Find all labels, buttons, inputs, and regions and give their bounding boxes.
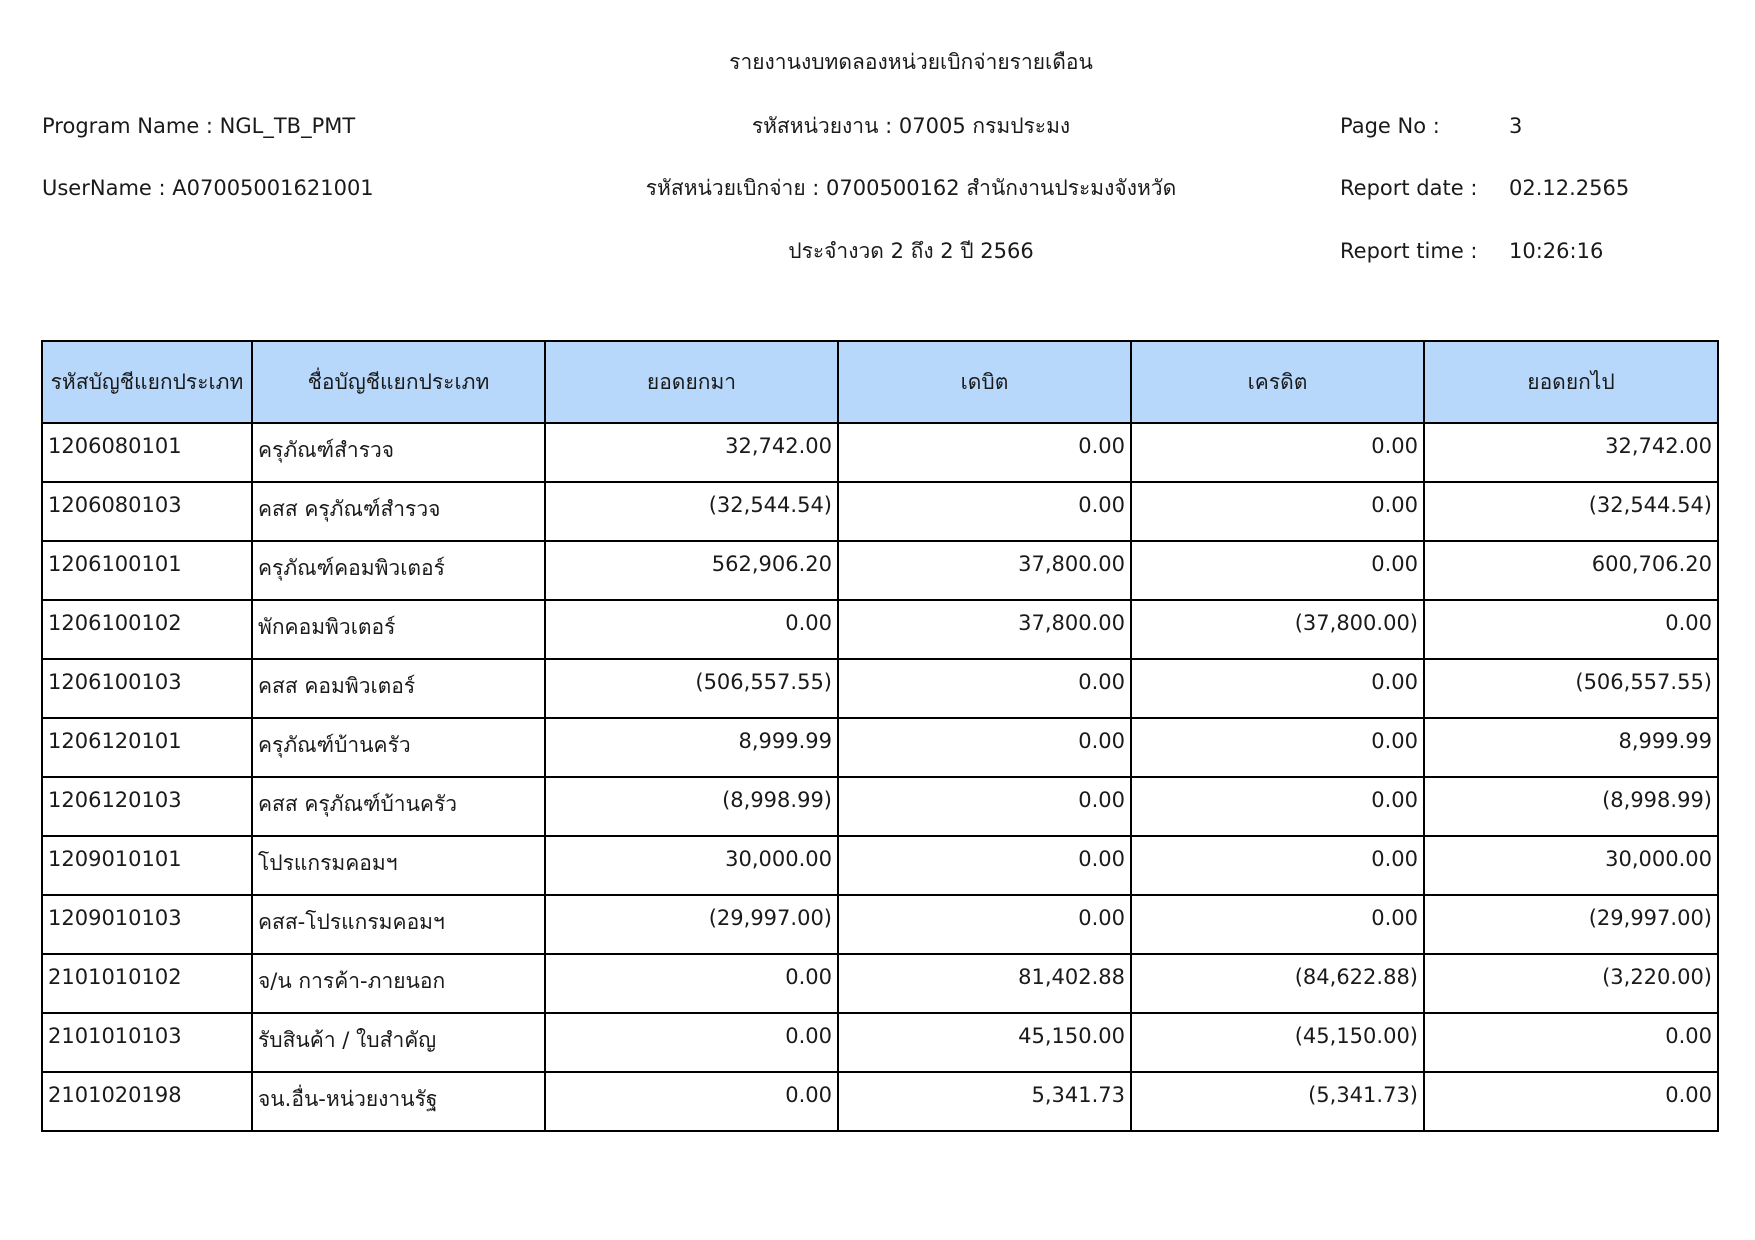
- disbursement-unit: รหัสหน่วยเบิกจ่าย : 0700500162 สำนักงานประมงจังหวัด: [645, 176, 1177, 200]
- debit-cell: 0.00: [838, 659, 1131, 718]
- debit-cell: 0.00: [838, 423, 1131, 482]
- debit-cell: 0.00: [838, 718, 1131, 777]
- opening-balance-cell: 0.00: [545, 954, 838, 1013]
- column-header-credit: เครดิต: [1131, 341, 1424, 423]
- opening-balance-cell: 32,742.00: [545, 423, 838, 482]
- debit-cell: 0.00: [838, 482, 1131, 541]
- credit-cell: 0.00: [1131, 836, 1424, 895]
- account-code-cell: 2101010103: [42, 1013, 252, 1072]
- account-code-cell: 2101010102: [42, 954, 252, 1013]
- opening-balance-cell: 0.00: [545, 1072, 838, 1131]
- opening-balance-cell: 0.00: [545, 1013, 838, 1072]
- account-name-cell: รับสินค้า / ใบสำคัญ: [252, 1013, 545, 1072]
- account-name-cell: ครุภัณฑ์บ้านครัว: [252, 718, 545, 777]
- column-header-closing-balance: ยอดยกไป: [1424, 341, 1718, 423]
- credit-cell: 0.00: [1131, 659, 1424, 718]
- debit-cell: 0.00: [838, 777, 1131, 836]
- credit-cell: 0.00: [1131, 718, 1424, 777]
- column-header-debit: เดบิต: [838, 341, 1131, 423]
- closing-balance-cell: 0.00: [1424, 1072, 1718, 1131]
- report-time-label: Report time :: [1340, 239, 1478, 263]
- account-name-cell: คสส ครุภัณฑ์สำรวจ: [252, 482, 545, 541]
- username: UserName : A07005001621001: [42, 176, 374, 200]
- credit-cell: 0.00: [1131, 482, 1424, 541]
- closing-balance-cell: 32,742.00: [1424, 423, 1718, 482]
- account-code-cell: 1209010103: [42, 895, 252, 954]
- table-row: [42, 718, 1718, 777]
- program-name: Program Name : NGL_TB_PMT: [42, 114, 356, 138]
- column-header-account-name: ชื่อบัญชีแยกประเภท: [252, 341, 545, 423]
- opening-balance-cell: (506,557.55): [545, 659, 838, 718]
- debit-cell: 37,800.00: [838, 600, 1131, 659]
- account-code-cell: 1206120101: [42, 718, 252, 777]
- report-period: ประจำงวด 2 ถึง 2 ปี 2566: [788, 239, 1034, 263]
- debit-cell: 37,800.00: [838, 541, 1131, 600]
- opening-balance-cell: 30,000.00: [545, 836, 838, 895]
- agency-code: รหัสหน่วยงาน : 07005 กรมประมง: [751, 114, 1071, 138]
- debit-cell: 0.00: [838, 836, 1131, 895]
- account-name-cell: จ/น การค้า-ภายนอก: [252, 954, 545, 1013]
- credit-cell: (45,150.00): [1131, 1013, 1424, 1072]
- debit-cell: 45,150.00: [838, 1013, 1131, 1072]
- account-code-cell: 1209010101: [42, 836, 252, 895]
- closing-balance-cell: 0.00: [1424, 600, 1718, 659]
- credit-cell: (84,622.88): [1131, 954, 1424, 1013]
- account-name-cell: คสส ครุภัณฑ์บ้านครัว: [252, 777, 545, 836]
- column-header-account-code: รหัสบัญชีแยกประเภท: [42, 341, 252, 423]
- table-row: [42, 954, 1718, 1013]
- table-row: [42, 1013, 1718, 1072]
- debit-cell: 81,402.88: [838, 954, 1131, 1013]
- account-name-cell: คสส คอมพิวเตอร์: [252, 659, 545, 718]
- account-name-cell: โปรแกรมคอมฯ: [252, 836, 545, 895]
- trial-balance-table: [41, 340, 1719, 1132]
- account-code-cell: 1206080103: [42, 482, 252, 541]
- table-row: [42, 895, 1718, 954]
- opening-balance-cell: (29,997.00): [545, 895, 838, 954]
- opening-balance-cell: (32,544.54): [545, 482, 838, 541]
- credit-cell: 0.00: [1131, 541, 1424, 600]
- table-row: [42, 777, 1718, 836]
- closing-balance-cell: 600,706.20: [1424, 541, 1718, 600]
- opening-balance-cell: 0.00: [545, 600, 838, 659]
- opening-balance-cell: 8,999.99: [545, 718, 838, 777]
- table-row: [42, 423, 1718, 482]
- account-code-cell: 1206100102: [42, 600, 252, 659]
- credit-cell: 0.00: [1131, 423, 1424, 482]
- table-row: [42, 482, 1718, 541]
- account-code-cell: 1206120103: [42, 777, 252, 836]
- closing-balance-cell: 8,999.99: [1424, 718, 1718, 777]
- opening-balance-cell: (8,998.99): [545, 777, 838, 836]
- report-date-label: Report date :: [1340, 176, 1478, 200]
- column-header-opening-balance: ยอดยกมา: [545, 341, 838, 423]
- account-code-cell: 1206100103: [42, 659, 252, 718]
- account-name-cell: พักคอมพิวเตอร์: [252, 600, 545, 659]
- closing-balance-cell: (3,220.00): [1424, 954, 1718, 1013]
- closing-balance-cell: (506,557.55): [1424, 659, 1718, 718]
- report-date-value: 02.12.2565: [1509, 176, 1630, 200]
- page-no-label: Page No :: [1340, 114, 1440, 138]
- opening-balance-cell: 562,906.20: [545, 541, 838, 600]
- table-header-row: [42, 341, 1718, 423]
- account-code-cell: 2101020198: [42, 1072, 252, 1131]
- credit-cell: (37,800.00): [1131, 600, 1424, 659]
- account-name-cell: ครุภัณฑ์สำรวจ: [252, 423, 545, 482]
- closing-balance-cell: (8,998.99): [1424, 777, 1718, 836]
- report-time-value: 10:26:16: [1509, 239, 1604, 263]
- account-code-cell: 1206080101: [42, 423, 252, 482]
- page-no-value: 3: [1509, 114, 1523, 138]
- table-row: [42, 1072, 1718, 1131]
- account-name-cell: ครุภัณฑ์คอมพิวเตอร์: [252, 541, 545, 600]
- closing-balance-cell: (29,997.00): [1424, 895, 1718, 954]
- credit-cell: 0.00: [1131, 777, 1424, 836]
- debit-cell: 0.00: [838, 895, 1131, 954]
- table-row: [42, 659, 1718, 718]
- closing-balance-cell: 0.00: [1424, 1013, 1718, 1072]
- closing-balance-cell: 30,000.00: [1424, 836, 1718, 895]
- table-row: [42, 600, 1718, 659]
- table-row: [42, 836, 1718, 895]
- table-row: [42, 541, 1718, 600]
- closing-balance-cell: (32,544.54): [1424, 482, 1718, 541]
- report-title: รายงานงบทดลองหน่วยเบิกจ่ายรายเดือน: [729, 50, 1093, 74]
- account-name-cell: คสส-โปรแกรมคอมฯ: [252, 895, 545, 954]
- credit-cell: 0.00: [1131, 895, 1424, 954]
- account-code-cell: 1206100101: [42, 541, 252, 600]
- account-name-cell: จน.อื่น-หน่วยงานรัฐ: [252, 1072, 545, 1131]
- credit-cell: (5,341.73): [1131, 1072, 1424, 1131]
- debit-cell: 5,341.73: [838, 1072, 1131, 1131]
